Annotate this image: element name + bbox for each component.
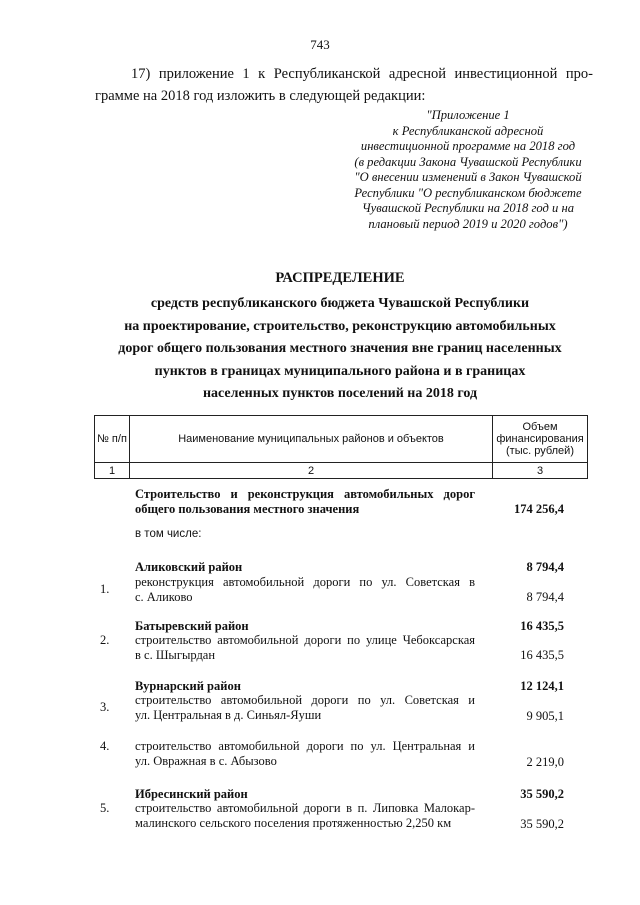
page-number: 743 xyxy=(310,37,330,52)
district-name: Вурнарский район xyxy=(135,679,241,693)
total-name-line: общего пользования местного значения xyxy=(135,502,360,516)
row-name-line: с. Аликово xyxy=(135,590,193,604)
row-number: 3. xyxy=(100,700,110,714)
row-name-line: ул. Центральная в д. Синьял-Яуши xyxy=(135,708,322,722)
header-num: № п/п xyxy=(95,416,130,463)
total-name-line: Строительство и реконструкция автомобильных дорог xyxy=(135,487,475,501)
row-name-line: в с. Шыгырдан xyxy=(135,648,216,662)
appendix-line: "О внесении изменений в Закон Чувашской xyxy=(354,170,582,184)
row-number: 2. xyxy=(100,633,110,647)
row-number: 5. xyxy=(100,801,110,815)
subtitle-line: дорог общего пользования местного значения вне границ населенных xyxy=(118,341,562,356)
header-amount xyxy=(493,416,588,463)
row-value: 35 590,2 xyxy=(520,817,564,831)
subtitle-line: населенных пунктов поселений на 2018 год xyxy=(202,386,478,401)
appendix-line: к Республиканской адресной xyxy=(392,123,544,138)
document-subtitle xyxy=(40,293,640,406)
appendix-line: (в редакции Закона Чувашской Республики xyxy=(354,154,582,169)
total-value: 174 256,4 xyxy=(514,502,564,516)
row-name xyxy=(135,739,475,769)
district-total: 35 590,2 xyxy=(520,787,564,801)
row-name-line: малинского сельского поселения протяженностью 2,250 км xyxy=(135,816,452,830)
appendix-line: инвестиционной программе на 2018 год xyxy=(360,139,576,153)
appendix-note xyxy=(318,108,618,232)
row-name-line: строительство автомобильной дороги по ул. Советская и xyxy=(135,693,475,707)
district-total: 12 124,1 xyxy=(520,679,564,693)
intro-line-2: грамме на 2018 год изложить в следующей редакции: xyxy=(95,88,426,104)
row-name xyxy=(135,801,475,831)
row-name-line: строительство автомобильной дороги в п. Липовка Малокар- xyxy=(135,801,475,815)
appendix-line: Республики "О республиканском бюджете xyxy=(354,185,582,200)
appendix-line: Чувашской Республики на 2018 год и на xyxy=(361,201,575,215)
appendix-line: "Приложение 1 xyxy=(426,108,510,122)
row-name xyxy=(135,575,475,605)
district-total: 8 794,4 xyxy=(526,560,564,574)
header-amount-line: финансирования xyxy=(496,433,584,445)
intro-paragraph xyxy=(95,63,593,107)
row-name-line: строительство автомобильной дороги по ул. Центральная и xyxy=(135,739,475,753)
header-amount-line: Объем xyxy=(522,421,558,433)
intro-line-1: 17) приложение 1 к Республиканской адресной инвестиционной про- xyxy=(131,66,593,82)
row-name-line: реконструкция автомобильной дороги по ул. Советская в xyxy=(135,575,475,589)
row-name-line: ул. Овражная в с. Абызово xyxy=(135,754,277,768)
col-number: 3 xyxy=(493,463,588,479)
subtitle-line: пунктов в границах муниципального района и в границах xyxy=(154,363,526,379)
col-number: 2 xyxy=(130,463,493,479)
row-value: 2 219,0 xyxy=(526,755,564,769)
appendix-line: плановый период 2019 и 2020 годов") xyxy=(368,216,568,231)
row-number: 1. xyxy=(100,582,110,596)
total-name xyxy=(135,487,475,517)
row-value: 8 794,4 xyxy=(526,590,564,604)
row-name-line: строительство автомобильной дороги по улице Чебоксарская xyxy=(135,633,475,647)
table-header xyxy=(94,415,588,479)
district-total: 16 435,5 xyxy=(520,619,564,633)
row-value: 16 435,5 xyxy=(520,648,564,662)
row-value: 9 905,1 xyxy=(526,709,564,723)
row-name xyxy=(135,693,475,723)
subtitle-line: средств республиканского бюджета Чувашской Республики xyxy=(150,296,530,311)
subtitle-line: на проектирование, строительство, реконструкцию автомобильных xyxy=(124,318,556,334)
district-name: Батыревский район xyxy=(135,619,249,633)
header-name: Наименование муниципальных районов и объектов xyxy=(130,416,493,463)
document-title: РАСПРЕДЕЛЕНИЕ xyxy=(275,270,405,286)
row-name xyxy=(135,633,475,663)
district-name: Ибресинский район xyxy=(135,787,248,801)
col-number: 1 xyxy=(95,463,130,479)
district-name: Аликовский район xyxy=(135,560,243,574)
header-amount-line: (тыс. рублей) xyxy=(506,445,574,457)
row-number: 4. xyxy=(100,739,110,753)
including-label: в том числе: xyxy=(135,528,202,540)
